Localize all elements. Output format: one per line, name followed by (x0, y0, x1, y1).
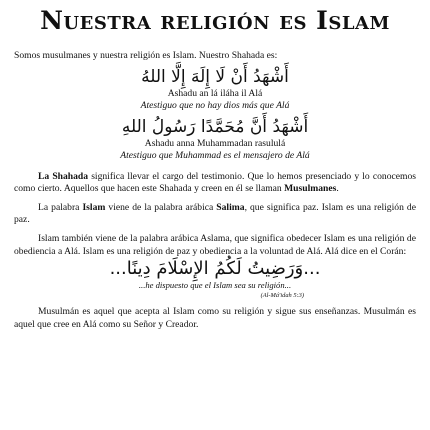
term-musulmanes: Musulmanes (284, 183, 337, 195)
quran-quote-reference: (Al-Má'idah 5:3) (260, 292, 304, 300)
quran-quote-translation: ...he dispuesto que el Islam sea su religión... (138, 280, 292, 291)
paragraph-musulman: Musulmán es aquel que acepta al Islam como su religión y sigue sus enseñanzas. Musulmán es aquel que cree en Alá como su Señor y Creador. (14, 306, 416, 330)
term-salima: Salima (216, 201, 245, 213)
quran-quote-arabic: ...وَرَضِيتُ لَكُمُ الإِسْلَامَ دِينًا... (109, 258, 321, 280)
shahada-second-arabic: أَشْهَدُ أَنَّ مُحَمَّدًا رَسُولُ اللهِ (121, 116, 309, 137)
page-title: Nuestra religión es Islam (40, 6, 390, 35)
paragraph-shahada-meaning-text-a: significa llevar el cargo del testimonio. Que lo hemos presenciado y lo conocemos como cierto. Aquellos que hacen este Shahada y creen en él se llaman (14, 170, 416, 195)
paragraph-islam-salima-text-a: La palabra (38, 201, 83, 213)
term-islam: Islam (82, 201, 106, 213)
shahada-second (14, 117, 416, 162)
paragraph-shahada-meaning-text-b: . (336, 183, 339, 195)
intro-text: Somos musulmanes y nuestra religión es Islam. Nuestro Shahada es: (14, 50, 278, 61)
quran-quote (14, 258, 416, 300)
paragraph-shahada-meaning (14, 171, 416, 196)
shahada-first-translation: Atestiguo que no hay dios más que Alá (140, 99, 290, 111)
paragraph-islam-salima (14, 202, 416, 227)
shahada-second-translation: Atestiguo que Muhammad es el mensajero de Alá (120, 149, 310, 161)
shahada-second-transliteration: Ashadu anna Muhammadan rasululá (144, 137, 286, 149)
paragraph-islam-salima-text-b: viene de la palabra arábica (105, 201, 217, 213)
shahada-first-arabic: أَشْهَدُ أَنْ لَا إِلَهَ إِلَّا اللهُ (141, 66, 289, 87)
shahada-first (14, 67, 416, 112)
paragraph-islam-salima-text-c: , que significa paz. Islam es una religión de paz. (14, 201, 416, 226)
term-la-shahada: La Shahada (38, 170, 89, 182)
paragraph-islam-aslama: Islam también viene de la palabra arábica Aslama, que significa obedecer Islam es una religión de obediencia a Alá. Islam es una religión de paz y obediencia a la voluntad de Alá. Alá dice en el Corán: (14, 232, 416, 257)
shahada-first-transliteration: Ashadu an lá iláha il Alá (167, 87, 263, 99)
